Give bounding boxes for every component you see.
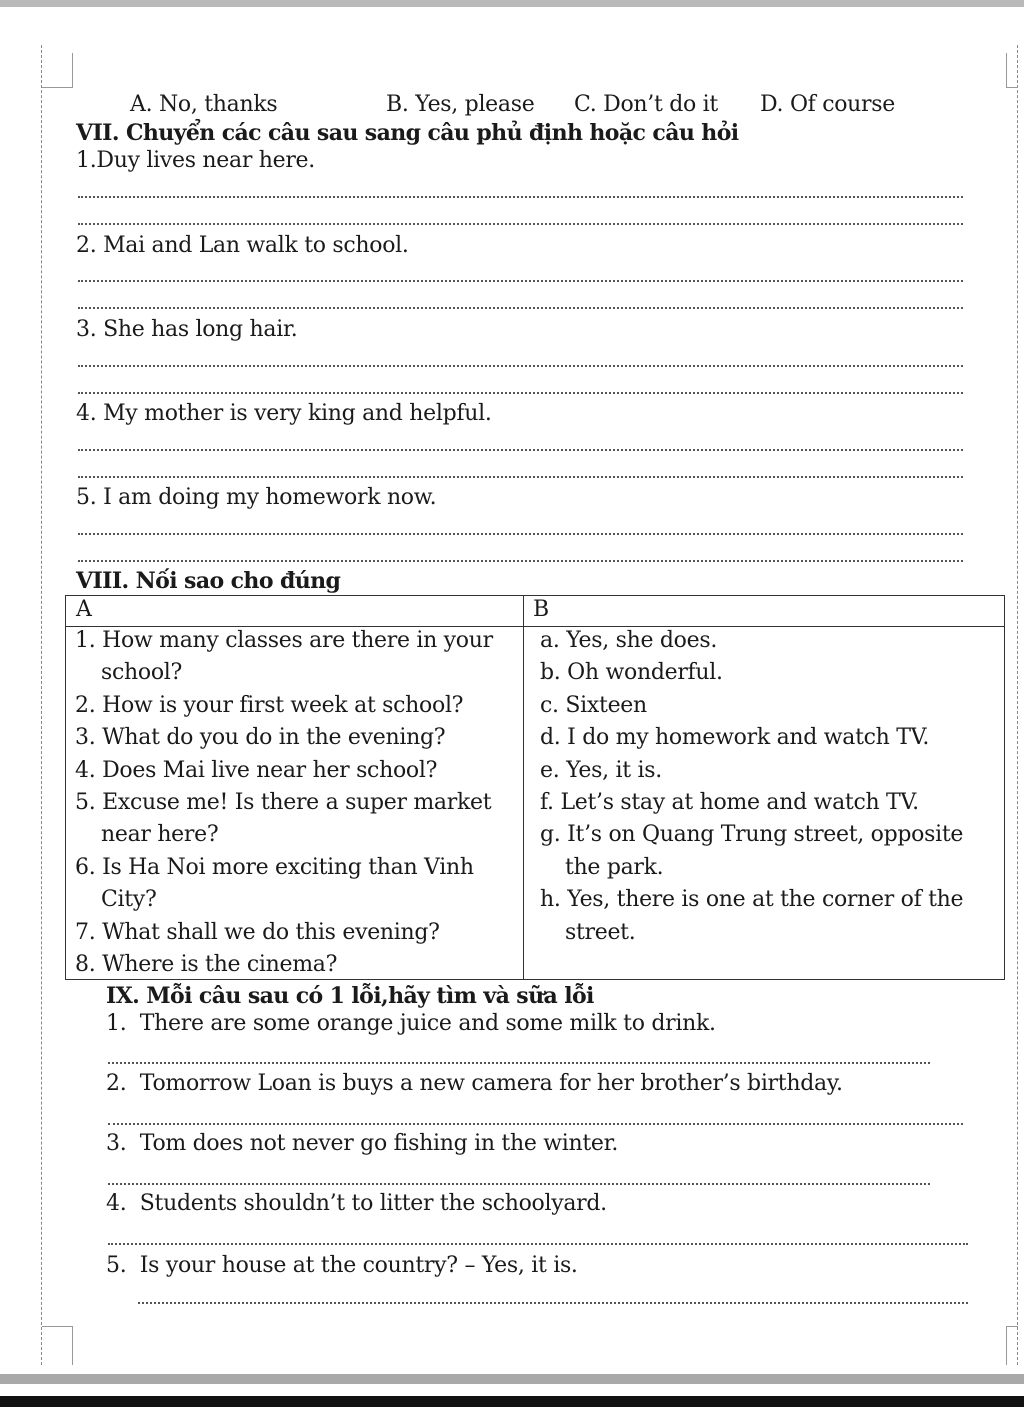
answer-line-b: c. Sixteen <box>540 693 647 718</box>
question-line: 7. What shall we do this evening? <box>75 920 440 945</box>
answer-line[interactable] <box>78 560 963 562</box>
answer-line[interactable] <box>78 449 963 451</box>
column-b-header: B <box>533 597 549 622</box>
section-7-sentence-5: 5. I am doing my homework now. <box>76 485 437 510</box>
option-a: A. No, thanks <box>130 92 278 117</box>
top-edge <box>0 0 1024 7</box>
section-9-sentence-2: 2. Tomorrow Loan is buys a new camera for her brother’s birthday. <box>106 1071 843 1096</box>
question-line: near here? <box>101 822 219 847</box>
section-7-sentence-3: 3. She has long hair. <box>76 317 298 342</box>
corner-mark-top-right <box>1006 53 1018 88</box>
section-7-sentence-4: 4. My mother is very king and helpful. <box>76 401 492 426</box>
question-line: 4. Does Mai live near her school? <box>75 758 438 783</box>
answer-line-b: the park. <box>565 855 664 880</box>
question-line: 5. Excuse me! Is there a super market <box>75 790 492 815</box>
answer-line[interactable] <box>78 476 963 478</box>
option-d: D. Of course <box>760 92 895 117</box>
correction-line[interactable] <box>108 1062 930 1064</box>
section-7-sentence-2: 2. Mai and Lan walk to school. <box>76 233 409 258</box>
section-7-heading: VII. Chuyển các câu sau sang câu phủ định hoặc câu hỏi <box>76 120 739 146</box>
corner-mark-bottom-left <box>42 1326 73 1365</box>
bottom-frame <box>0 1396 1024 1407</box>
corner-mark-top-left <box>42 53 73 88</box>
section-9-heading: IX. Mỗi câu sau có 1 lỗi,hãy tìm và sữa lỗi <box>106 983 594 1009</box>
answer-line[interactable] <box>78 392 963 394</box>
question-line: school? <box>101 660 183 685</box>
answer-line-b: d. I do my homework and watch TV. <box>540 725 930 750</box>
answer-line[interactable] <box>78 533 963 535</box>
column-divider <box>523 596 524 979</box>
left-margin-guide <box>41 45 42 1365</box>
section-9-sentence-4: 4. Students shouldn’t to litter the schoolyard. <box>106 1191 607 1216</box>
answer-line[interactable] <box>78 223 963 225</box>
bottom-edge <box>0 1374 1024 1384</box>
section-9-sentence-3: 3. Tom does not never go fishing in the winter. <box>106 1131 619 1156</box>
correction-line[interactable] <box>108 1243 968 1245</box>
answer-line-b: street. <box>565 920 636 945</box>
correction-line[interactable] <box>108 1183 930 1185</box>
question-line: City? <box>101 887 157 912</box>
answer-line-b: a. Yes, she does. <box>540 628 718 653</box>
question-line: 3. What do you do in the evening? <box>75 725 446 750</box>
question-line: 6. Is Ha Noi more exciting than Vinh <box>75 855 474 880</box>
answer-line-b: h. Yes, there is one at the corner of the <box>540 887 964 912</box>
column-a-header: A <box>76 597 92 622</box>
section-9-sentence-5: 5. Is your house at the country? – Yes, it is. <box>106 1253 578 1278</box>
section-8-heading: VIII. Nối sao cho đúng <box>76 568 341 594</box>
answer-line[interactable] <box>78 307 963 309</box>
answer-line-b: g. It’s on Quang Trung street, opposite <box>540 822 964 847</box>
question-line: 8. Where is the cinema? <box>75 952 338 977</box>
answer-line[interactable] <box>78 365 963 367</box>
corner-mark-bottom-right <box>1006 1326 1018 1365</box>
answer-line-b: e. Yes, it is. <box>540 758 662 783</box>
section-7-sentence-1: 1.Duy lives near here. <box>76 148 315 173</box>
correction-line[interactable] <box>138 1302 968 1304</box>
question-line: 2. How is your first week at school? <box>75 693 464 718</box>
answer-line[interactable] <box>78 196 963 198</box>
option-c: C. Don’t do it <box>574 92 718 117</box>
question-line: 1. How many classes are there in your <box>75 628 493 653</box>
answer-line-b: f. Let’s stay at home and watch TV. <box>540 790 919 815</box>
answer-line-b: b. Oh wonderful. <box>540 660 723 685</box>
right-margin-guide <box>1017 45 1018 1365</box>
option-b: B. Yes, please <box>386 92 535 117</box>
correction-line[interactable] <box>108 1123 963 1125</box>
answer-line[interactable] <box>78 280 963 282</box>
matching-table <box>65 595 1005 980</box>
section-9-sentence-1: 1. There are some orange juice and some milk to drink. <box>106 1011 716 1036</box>
